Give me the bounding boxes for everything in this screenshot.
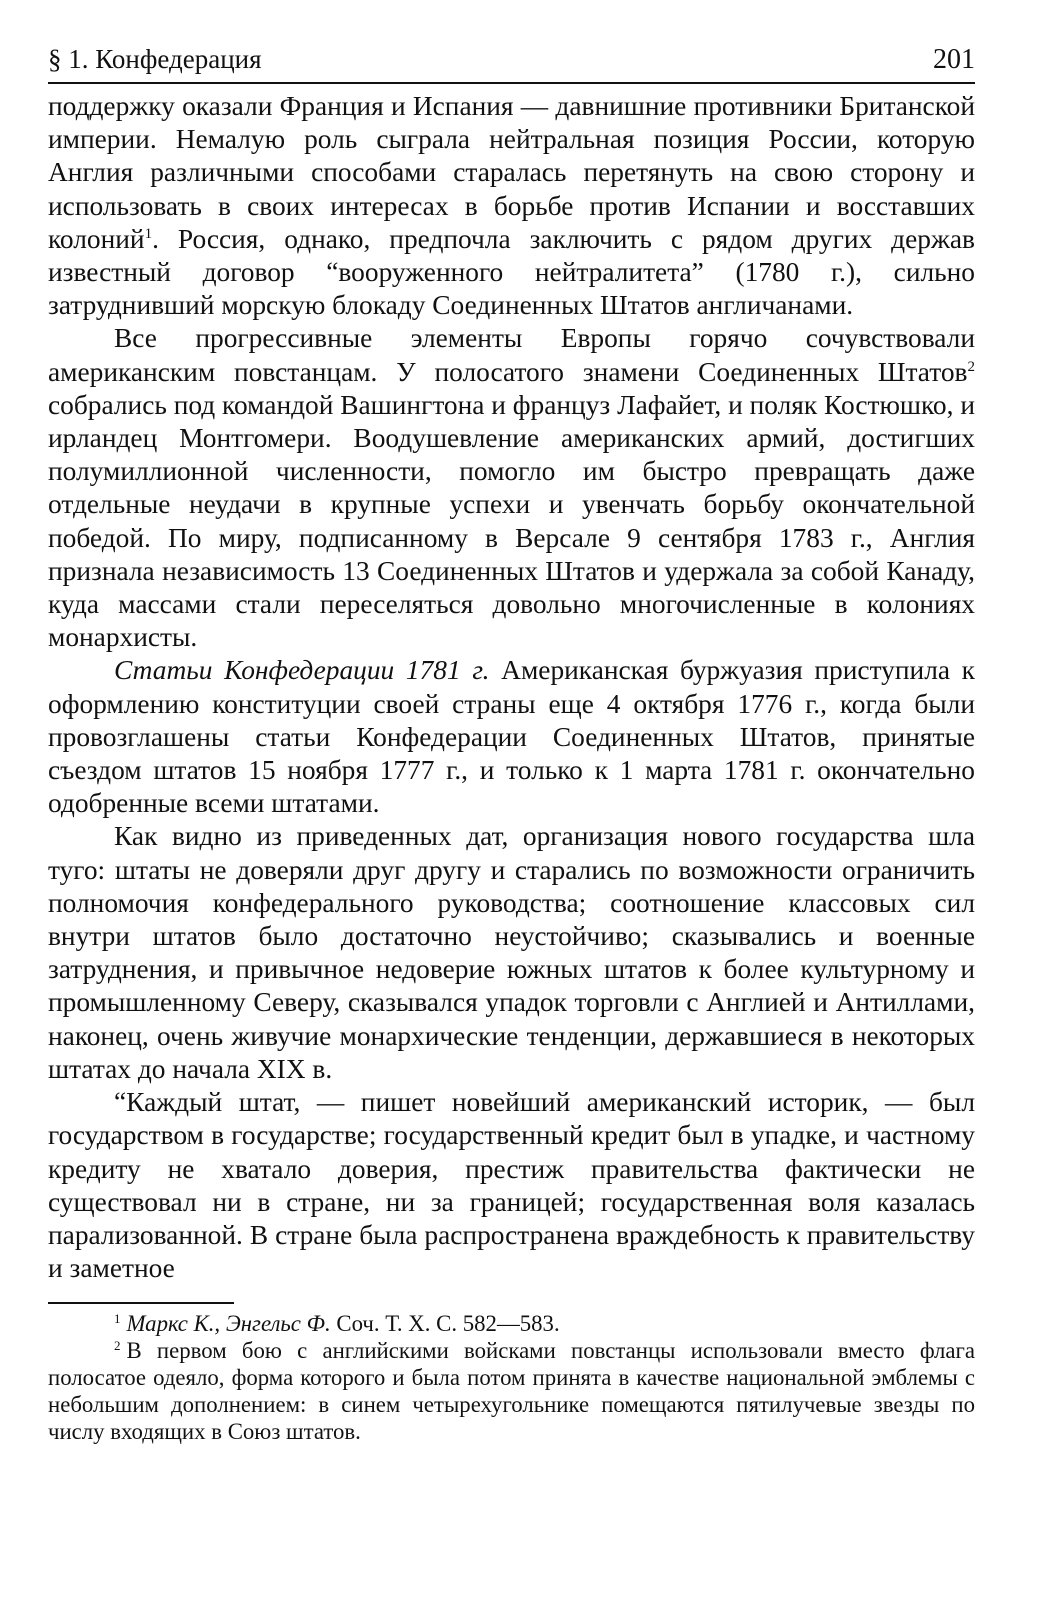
footnote-2-text: В первом бою с английскими войсками повстанцы использовали вместо флага полосатое одеяло, форма которого и была потом принята в качестве национальной эмблемы с небольшим дополнением: в синем четырехугольнике помещаются пятилучевые звезды по числу входящих в Союз штатов. bbox=[48, 1338, 975, 1445]
paragraph-2 bbox=[48, 322, 975, 654]
footnote-divider bbox=[48, 1302, 234, 1304]
paragraph-5: “Каждый штат, — пишет новейший американский историк, — был государством в государстве; государственный кредит был в упадке, и частному кредиту не хватало доверия, престиж правительства фактически не существовал ни в стране, ни за границей; государственная воля казалась парализованной. В стране была распространена враждебность к правительству и заметное bbox=[48, 1087, 975, 1284]
paragraph-1-text-a: поддержку оказали Франция и Испания — давнишние противники Британской империи. Немалую роль сыграла нейтральная позиция России, которую Англия различными способами старалась перетянуть на свою сторону и использовать в своих интересах в борьбе против Испании и восставших колоний bbox=[48, 91, 975, 254]
paragraph-2-text-a: Все прогрессивные элементы Европы горячо сочувствовали американским повстанцам. У полосатого знамени Соединенных Штатов bbox=[48, 323, 975, 387]
footnote-1-authors: Маркс К., Энгельс Ф. bbox=[126, 1311, 331, 1337]
body-text bbox=[48, 90, 975, 1285]
footnote-ref-2: 2 bbox=[967, 358, 975, 375]
subsection-heading: Статьи Конфедерации 1781 г. bbox=[114, 655, 490, 686]
running-head bbox=[48, 42, 975, 84]
paragraph-2-text-b: собрались под командой Вашингтона и француз Лафайет, и поляк Костюшко, и ирландец Монтгомери. Воодушевление американских армий, достигших полумиллионной численности, помогло им быстро превращать даже отдельные неудачи в крупные успехи и увенчать борьбу окончательной победой. По миру, подписанному в Версале 9 сентября 1783 г., Англия признала независимость 13 Соединенных Штатов и удержала за собой Канаду, куда массами стали переселяться довольно многочисленные в колониях монархисты. bbox=[48, 389, 975, 653]
paragraph-1-text-b: . Россия, однако, предпочла заключить с рядом других держав известный договор “вооруженного нейтралитета” (1780 г.), сильно затруднивший морскую блокаду Соединенных Штатов англичанами. bbox=[48, 223, 975, 321]
footnote-ref-1: 1 bbox=[144, 225, 153, 242]
section-title: § 1. Конфедерация bbox=[48, 44, 262, 74]
paragraph-1 bbox=[48, 90, 975, 322]
paragraph-3-text: Американская буржуазия приступила к оформлению конституции своей страны еще 4 октября 1776 г., когда были провозглашены статьи Конфедерации Соединенных Штатов, принятые съездом штатов 15 ноября 1777 г., и только к 1 марта 1781 г. окончательно одобренные всеми штатами. bbox=[48, 655, 975, 819]
footnote-2 bbox=[48, 1337, 975, 1445]
footnote-1-text: Соч. Т. X. С. 582—583. bbox=[330, 1311, 560, 1337]
page-number: 201 bbox=[933, 44, 975, 75]
paragraph-3 bbox=[48, 654, 975, 820]
footnote-1-mark: 1 bbox=[114, 1310, 121, 1326]
footnote-2-mark: 2 bbox=[114, 1337, 121, 1353]
paragraph-4: Как видно из приведенных дат, организация нового государства шла туго: штаты не доверяли друг другу и старались по возможности ограничить полномочия конфедерального руководства; соотношение классовых сил внутри штатов было достаточно неустойчиво; сказывались и военные затруднения, и привычное недоверие южных штатов к более культурному и промышленному Северу, сказывался упадок торговли с Англией и Антиллами, наконец, очень живучие монархические тенденции, державшиеся в некоторых штатах до начала XIX в. bbox=[48, 821, 975, 1084]
footnote-1 bbox=[48, 1310, 975, 1337]
footnotes bbox=[48, 1310, 975, 1445]
